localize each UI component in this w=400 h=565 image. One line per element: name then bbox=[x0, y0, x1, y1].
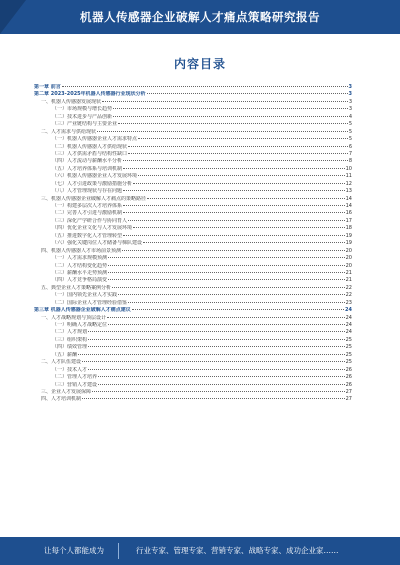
toc-leader-dots bbox=[107, 316, 345, 318]
toc-entry[interactable] bbox=[34, 374, 352, 381]
toc-entry[interactable] bbox=[34, 329, 352, 336]
toc-leader-dots bbox=[112, 286, 345, 288]
toc-entry[interactable] bbox=[34, 196, 352, 203]
toc-entry[interactable] bbox=[34, 344, 352, 351]
toc-entry-title: 四、人才培训机制 bbox=[41, 396, 82, 403]
toc-entry-page: 21 bbox=[345, 277, 352, 284]
toc-leader-dots bbox=[133, 226, 345, 228]
toc-entry[interactable] bbox=[34, 233, 352, 240]
toc-entry-page: 11 bbox=[345, 173, 352, 180]
toc-entry-page: 24 bbox=[345, 329, 352, 336]
toc-entry-title: （四）绩效管理 bbox=[52, 344, 88, 351]
toc-leader-dots bbox=[128, 301, 345, 303]
toc-entry[interactable] bbox=[34, 99, 352, 106]
toc-entry-title: （七）人才引进政策与激励措施分析 bbox=[52, 180, 133, 187]
toc-entry-page: 23 bbox=[345, 299, 352, 306]
toc-entry-page: 8 bbox=[348, 158, 352, 165]
toc-entry-title: （三）组织架构 bbox=[52, 336, 88, 343]
toc-entry-page: 14 bbox=[345, 195, 352, 202]
toc-entry[interactable] bbox=[34, 181, 352, 188]
toc-entry[interactable] bbox=[34, 263, 352, 270]
toc-entry-page: 5 bbox=[348, 128, 352, 135]
toc-entry-page: 27 bbox=[345, 396, 352, 403]
toc-leader-dots bbox=[102, 100, 348, 102]
toc-entry-title: 第一章 前言 bbox=[34, 84, 61, 90]
toc-entry[interactable] bbox=[34, 389, 352, 396]
toc-leader-dots bbox=[88, 345, 345, 347]
toc-leader-dots bbox=[123, 234, 345, 236]
toc-entry-page: 25 bbox=[345, 344, 352, 351]
toc-entry-page: 5 bbox=[348, 121, 352, 128]
table-of-contents bbox=[34, 84, 352, 404]
toc-entry[interactable] bbox=[34, 359, 352, 366]
toc-entry-title: （二）完善人才引进与激励机制 bbox=[52, 210, 123, 217]
toc-entry-page: 21 bbox=[345, 269, 352, 276]
toc-entry[interactable] bbox=[34, 106, 352, 113]
toc-leader-dots bbox=[113, 115, 348, 117]
toc-leader-dots bbox=[123, 211, 345, 213]
toc-entry[interactable] bbox=[34, 144, 352, 151]
toc-entry-page: 18 bbox=[345, 225, 352, 232]
toc-entry-page: 26 bbox=[345, 366, 352, 373]
toc-leader-dots bbox=[108, 323, 345, 325]
toc-leader-dots bbox=[62, 85, 348, 87]
toc-entry-title: （一）构建多层次人才培养体系 bbox=[52, 203, 123, 209]
toc-entry[interactable] bbox=[34, 300, 352, 307]
toc-leader-dots bbox=[108, 278, 345, 280]
toc-entry-page: 20 bbox=[345, 262, 352, 269]
toc-entry[interactable] bbox=[34, 307, 352, 314]
toc-entry-page: 26 bbox=[345, 381, 352, 388]
toc-entry-title: 第三章 机器人传感器企业破解人才痛点建议 bbox=[34, 307, 131, 314]
toc-entry[interactable] bbox=[34, 285, 352, 292]
toc-entry-page: 17 bbox=[345, 217, 352, 224]
toc-entry-title: （二）人才结构变化趋势 bbox=[52, 262, 108, 269]
toc-entry-title: （三）营销人才建设 bbox=[52, 381, 98, 388]
toc-entry-title: （三）薪酬水平走势预测 bbox=[52, 269, 108, 276]
toc-leader-dots bbox=[122, 249, 345, 251]
toc-entry[interactable] bbox=[34, 337, 352, 344]
toc-entry[interactable] bbox=[34, 270, 352, 277]
toc-entry-title: 三、机器人传感器企业破解人才痛点的策略路径 bbox=[41, 195, 147, 202]
page-footer bbox=[0, 537, 400, 565]
toc-leader-dots bbox=[143, 241, 345, 243]
toc-entry-title: （三）人才供需矛盾与结构性缺口 bbox=[52, 150, 128, 157]
toc-entry[interactable] bbox=[34, 114, 352, 121]
toc-entry-page: 27 bbox=[345, 388, 352, 395]
toc-entry[interactable] bbox=[34, 255, 352, 262]
toc-entry[interactable] bbox=[34, 203, 352, 210]
toc-entry-title: （一）技术人才 bbox=[52, 366, 88, 373]
footer-divider bbox=[118, 543, 119, 559]
toc-entry-title: （五）推进数字化人才管理转型 bbox=[52, 232, 123, 239]
toc-entry-page: 22 bbox=[345, 284, 352, 291]
toc-leader-dots bbox=[138, 137, 348, 139]
toc-entry-page: 24 bbox=[345, 314, 352, 321]
toc-entry-page: 6 bbox=[348, 143, 352, 150]
toc-leader-dots bbox=[138, 174, 345, 176]
toc-entry-page: 3 bbox=[348, 84, 352, 90]
toc-entry-title: 二、人才需求与供给现状 bbox=[41, 128, 97, 135]
toc-entry-title: 一、人才战略规划与顶层设计 bbox=[41, 314, 107, 321]
toc-entry-page: 3 bbox=[348, 106, 352, 113]
toc-entry[interactable] bbox=[34, 248, 352, 255]
toc-entry-page: 20 bbox=[345, 255, 352, 262]
toc-entry-title: （八）人才管理现状与存在问题 bbox=[52, 188, 123, 195]
toc-leader-dots bbox=[147, 197, 345, 199]
toc-entry-page: 24 bbox=[345, 307, 352, 314]
toc-leader-dots bbox=[128, 219, 345, 221]
toc-leader-dots bbox=[92, 390, 345, 392]
toc-entry-page: 20 bbox=[345, 247, 352, 254]
toc-entry[interactable] bbox=[34, 210, 352, 217]
toc-entry-title: （二）人才规划 bbox=[52, 329, 88, 336]
toc-leader-dots bbox=[82, 397, 345, 399]
toc-entry-page: 3 bbox=[348, 91, 352, 98]
toc-leader-dots bbox=[88, 338, 345, 340]
toc-entry-title: （五）人才培养体系与培训机制 bbox=[52, 165, 123, 172]
toc-leader-dots bbox=[123, 167, 345, 169]
toc-entry-page: 5 bbox=[348, 136, 352, 143]
toc-leader-dots bbox=[118, 293, 345, 295]
toc-entry[interactable] bbox=[34, 396, 352, 403]
toc-entry-page: 26 bbox=[345, 374, 352, 381]
toc-entry-page: 19 bbox=[345, 232, 352, 239]
toc-entry-title: （一）明确人才战略定位 bbox=[52, 322, 108, 328]
toc-leader-dots bbox=[132, 308, 344, 310]
toc-entry-title: （六）强化关键岗位人才储备与梯队建设 bbox=[52, 240, 143, 247]
footer-slogan-right: 行业专家、管理专家、营销专家、战略专家、成功企业家…… bbox=[136, 546, 339, 555]
toc-leader-dots bbox=[113, 107, 348, 109]
toc-entry-page: 7 bbox=[348, 150, 352, 157]
toc-entry-page: 24 bbox=[345, 322, 352, 328]
toc-entry-title: （二）机器人传感器人才供给现状 bbox=[52, 143, 128, 150]
toc-entry-page: 13 bbox=[345, 188, 352, 195]
toc-leader-dots bbox=[133, 182, 345, 184]
toc-entry[interactable] bbox=[34, 315, 352, 322]
toc-leader-dots bbox=[123, 159, 348, 161]
toc-entry-page: 14 bbox=[345, 203, 352, 209]
toc-entry[interactable] bbox=[34, 382, 352, 389]
toc-entry-title: （一）人才需求规模预测 bbox=[52, 255, 108, 262]
toc-entry[interactable] bbox=[34, 84, 352, 91]
toc-entry-title: 二、人才队伍建设 bbox=[41, 359, 82, 366]
toc-entry[interactable] bbox=[34, 91, 352, 98]
toc-entry-page: 16 bbox=[345, 210, 352, 217]
toc-entry[interactable] bbox=[34, 352, 352, 359]
toc-entry[interactable] bbox=[34, 121, 352, 128]
toc-entry-page: 25 bbox=[345, 351, 352, 358]
toc-entry-page: 10 bbox=[345, 165, 352, 172]
toc-leader-dots bbox=[78, 353, 345, 355]
toc-entry-page: 3 bbox=[348, 98, 352, 105]
toc-entry-page: 25 bbox=[345, 336, 352, 343]
toc-leader-dots bbox=[98, 375, 345, 377]
toc-leader-dots bbox=[123, 204, 345, 206]
toc-leader-dots bbox=[98, 383, 345, 385]
toc-entry[interactable] bbox=[34, 158, 352, 165]
toc-entry-title: （二）管理人才培养 bbox=[52, 374, 98, 381]
toc-leader-dots bbox=[108, 256, 345, 258]
toc-leader-dots bbox=[97, 130, 348, 132]
toc-entry[interactable] bbox=[34, 129, 352, 136]
toc-entry-page: 19 bbox=[345, 240, 352, 247]
toc-heading: 内容目录 bbox=[173, 57, 226, 71]
toc-entry-title: （一）国内领先企业人才实践 bbox=[52, 292, 118, 299]
toc-entry-title: （五）薪酬 bbox=[52, 351, 78, 358]
toc-entry[interactable] bbox=[34, 292, 352, 299]
toc-entry[interactable] bbox=[34, 367, 352, 374]
footer-slogan-left: 让每个人都能成为 bbox=[44, 546, 104, 555]
toc-entry-title: 四、机器人传感器人才市场前景预测 bbox=[41, 247, 122, 254]
page-header bbox=[0, 0, 400, 34]
toc-leader-dots bbox=[108, 271, 345, 273]
toc-entry[interactable] bbox=[34, 322, 352, 329]
toc-leader-dots bbox=[88, 368, 345, 370]
toc-entry-title: （二）技术进步与产品创新 bbox=[52, 113, 113, 120]
toc-entry[interactable] bbox=[34, 151, 352, 158]
toc-entry-title: 五、典型企业人才策略案例分析 bbox=[41, 284, 112, 291]
toc-leader-dots bbox=[108, 264, 345, 266]
toc-entry-page: 12 bbox=[345, 180, 352, 187]
toc-leader-dots bbox=[88, 330, 345, 332]
toc-entry-title: （一）市场规模与增长趋势 bbox=[52, 106, 113, 113]
toc-entry-title: （四）人才流动与薪酬水平分析 bbox=[52, 158, 123, 165]
toc-entry-page: 25 bbox=[345, 359, 352, 366]
toc-entry-title: （四）优化企业文化与人才发展环境 bbox=[52, 225, 133, 232]
toc-entry-title: （三）深化产学研合作与协同育人 bbox=[52, 217, 128, 224]
toc-entry-title: （一）机器人传感器企业人才需求特点 bbox=[52, 136, 138, 143]
toc-entry[interactable] bbox=[34, 166, 352, 173]
toc-leader-dots bbox=[118, 122, 348, 124]
toc-leader-dots bbox=[82, 360, 345, 362]
toc-leader-dots bbox=[123, 189, 345, 191]
toc-entry-title: （四）人才竞争格局演变 bbox=[52, 277, 108, 284]
toc-entry[interactable] bbox=[34, 218, 352, 225]
toc-leader-dots bbox=[128, 152, 348, 154]
toc-entry-page: 22 bbox=[345, 292, 352, 299]
toc-leader-dots bbox=[147, 92, 348, 94]
toc-entry-title: 三、企业人才发展保障 bbox=[41, 388, 92, 395]
toc-entry[interactable] bbox=[34, 188, 352, 195]
toc-entry[interactable] bbox=[34, 225, 352, 232]
toc-entry-title: 一、机器人传感器发展现状 bbox=[41, 98, 102, 105]
toc-entry-title: （三）产业链结构与主要企业 bbox=[52, 121, 118, 128]
toc-entry-title: （二）国际企业人才管理经验借鉴 bbox=[52, 299, 128, 306]
toc-entry[interactable] bbox=[34, 277, 352, 284]
toc-leader-dots bbox=[128, 145, 348, 147]
toc-entry-title: 第二章 2023-2025年机器人传感器行业现状分析 bbox=[34, 91, 146, 98]
toc-entry-title: （六）机器人传感器企业人才发展环境 bbox=[52, 173, 138, 180]
toc-entry[interactable] bbox=[34, 173, 352, 180]
report-title: 机器人传感器企业破解人才痛点策略研究报告 bbox=[80, 10, 320, 24]
toc-entry[interactable] bbox=[34, 136, 352, 143]
toc-entry[interactable] bbox=[34, 240, 352, 247]
toc-entry-page: 4 bbox=[348, 113, 352, 120]
